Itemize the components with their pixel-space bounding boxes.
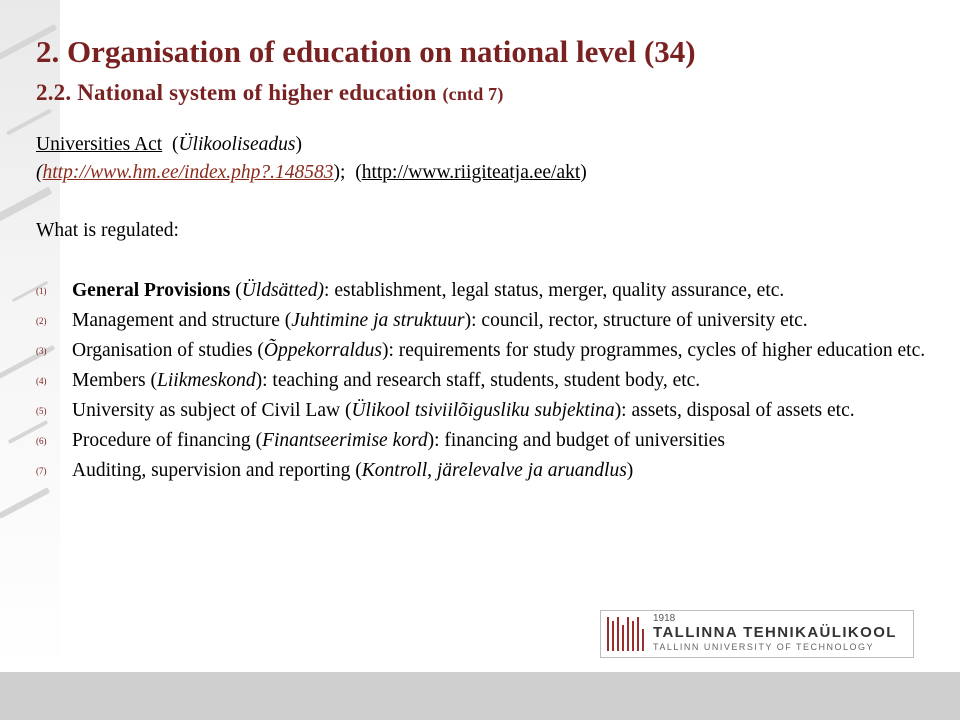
item-heading: University as subject of Civil Law [72, 400, 341, 421]
item-text: ): council, rector, structure of university etc. [464, 310, 808, 331]
item-estonian: Õppekorraldus [263, 340, 382, 361]
logo-year: 1918 [653, 613, 676, 624]
item-estonian: Ülikool tsiviilõigusliku subjektina [351, 400, 615, 421]
item-text: : establishment, legal status, merger, quality assurance, etc. [324, 280, 785, 301]
slide-title: 2. Organisation of education on national level (34) [36, 34, 696, 69]
list-item: (4) Members (Liikmeskond): teaching and research staff, students, student body, etc. [36, 370, 701, 391]
item-text: ): financing and budget of universities [427, 430, 725, 451]
list-item: (2) Management and structure (Juhtimine ja struktuur): council, rector, structure of university etc. [36, 310, 808, 331]
item-estonian: Juhtimine ja struktuur [291, 310, 465, 331]
item-number: (1) [36, 286, 47, 296]
intro-text: What is regulated: [36, 220, 179, 241]
act-name-estonian: Ülikooliseadus [178, 134, 296, 155]
act-name: Universities Act [36, 134, 163, 155]
item-number: (7) [36, 466, 47, 476]
item-number: (6) [36, 436, 47, 446]
slide-subtitle [36, 80, 504, 106]
item-estonian: Finantseerimise kord [262, 430, 428, 451]
footer-bar [0, 672, 960, 720]
item-heading: Auditing, supervision and reporting [72, 460, 351, 481]
list-item: (3) Organisation of studies (Õppekorraldus): requirements for study programmes, cycles of higher education etc. [36, 340, 926, 361]
item-text: ): assets, disposal of assets etc. [614, 400, 855, 421]
item-heading: Organisation of studies [72, 340, 253, 361]
act-links: (http://www.hm.ee/index.php?.148583); (http://www.riigiteatja.ee/akt) [36, 162, 587, 183]
item-heading: Procedure of financing [72, 430, 256, 451]
item-text: ): requirements for study programmes, cycles of higher education etc. [382, 340, 926, 361]
university-logo [600, 610, 914, 658]
item-estonian: Liikmeskond [157, 370, 256, 391]
item-estonian: Üldsätted) [241, 280, 325, 301]
subtitle-note: (cntd 7) [442, 84, 504, 104]
item-heading: Members [72, 370, 146, 391]
act-link-hm[interactable]: http://www.hm.ee/index.php?.148583 [42, 162, 334, 183]
regulated-items-list [36, 278, 936, 488]
item-text: ): teaching and research staff, students, student body, etc. [255, 370, 701, 391]
item-number: (2) [36, 316, 47, 326]
item-estonian: Kontroll, järelevalve ja aruandlus [361, 460, 627, 481]
subtitle-text: 2.2. National system of higher education [36, 80, 437, 105]
item-heading: Management and structure [72, 310, 280, 331]
list-item: (6) Procedure of financing (Finantseerimise kord): financing and budget of universities [36, 430, 725, 451]
item-text: ) [626, 460, 634, 481]
act-link-riigiteataja[interactable]: http://www.riigiteatja.ee/akt [361, 162, 581, 183]
item-heading: General Provisions [72, 280, 231, 301]
item-number: (3) [36, 346, 47, 356]
list-item: (1) General Provisions (Üldsätted): establishment, legal status, merger, quality assurance, etc. [36, 280, 785, 301]
item-number: (5) [36, 406, 47, 416]
act-heading: Universities Act (Ülikooliseadus) [36, 134, 302, 155]
logo-subtitle: TALLINN UNIVERSITY OF TECHNOLOGY [653, 642, 875, 652]
item-number: (4) [36, 376, 47, 386]
list-item: (5) University as subject of Civil Law (Ülikool tsiviilõigusliku subjektina): assets, disposal of assets etc. [36, 400, 855, 421]
logo-mark-icon [607, 617, 645, 651]
list-item: (7) Auditing, supervision and reporting (Kontroll, järelevalve ja aruandlus) [36, 460, 634, 481]
logo-name: TALLINNA TEHNIKAÜLIKOOL [653, 624, 897, 641]
